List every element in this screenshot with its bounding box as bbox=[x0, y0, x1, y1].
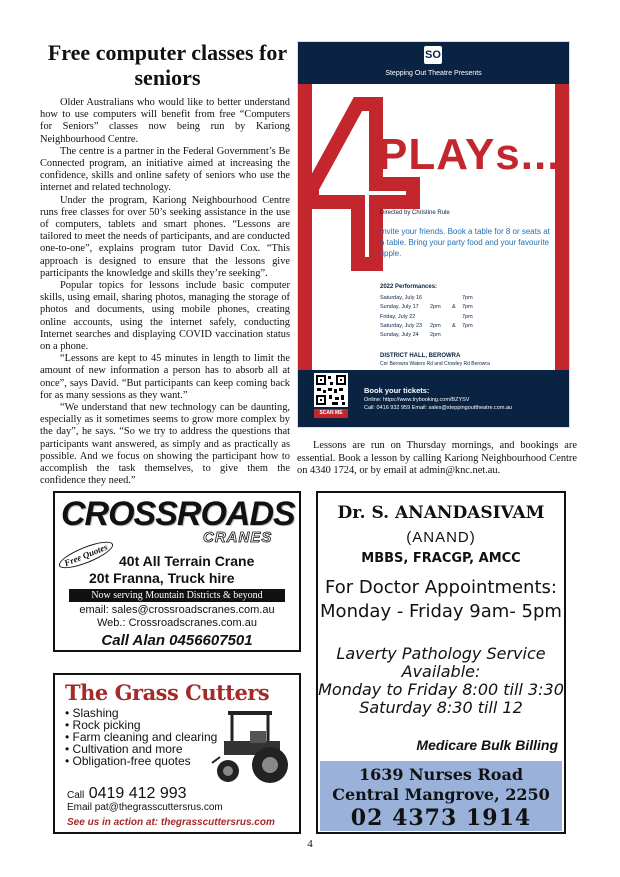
theatre-poster bbox=[297, 41, 570, 428]
crane-service-1: 40t All Terrain Crane bbox=[119, 553, 255, 569]
list-item: • Farm cleaning and clearing bbox=[65, 731, 217, 743]
performances-list bbox=[380, 294, 540, 340]
performance-row: Sunday, July 17 2pm & 7pm bbox=[380, 304, 473, 311]
poster-venue-address: Cnr Berowra Waters Rd and Crowley Rd Berowra bbox=[380, 361, 490, 367]
big-number: 4 bbox=[298, 71, 306, 88]
address-line-1: 1639 Nurses Road bbox=[358, 765, 524, 784]
address-block bbox=[320, 761, 562, 831]
article-paragraph: “We understand that new technology can be daunting, especially as it sometimes seems to grow more complex by the day”, he says. “So we try to address the questions that participants want answered, as simply and as practically as possible. And we focus on showing the participant how to accomplish the task themselves, to give them the confidence they need.” bbox=[40, 402, 290, 487]
poster-plays-title: PLAYs... bbox=[378, 130, 561, 179]
qr-code-icon[interactable] bbox=[314, 373, 348, 407]
doctor-qualifications: MBBS, FRACGP, AMCC bbox=[361, 551, 521, 566]
article-paragraph: Popular topics for lessons include basic computer skills, using email, sharing photos, managing the storage of photos and documents, using mobile phones, creating online accounts, using the internet safely, conducting Internet searches and displaying COVID vaccination status on a phone. bbox=[40, 280, 290, 353]
booking-online-link[interactable]: Online: https://www.trybooking.com/BZYSV bbox=[364, 397, 470, 403]
doctor-phone: 02 4373 1914 bbox=[350, 805, 532, 831]
performance-row: Saturday, July 23 2pm & 7pm bbox=[380, 322, 473, 329]
crossroads-phone: Call Alan 0456607501 bbox=[101, 632, 253, 649]
doctor-ad bbox=[316, 491, 566, 834]
list-item: • Obligation-free quotes bbox=[65, 755, 217, 767]
book-tickets-heading: Book your tickets: bbox=[364, 386, 430, 395]
grass-cutters-title: The Grass Cutters bbox=[65, 680, 270, 705]
article-body bbox=[40, 97, 290, 488]
grass-cutters-phone: Call 0419 412 993 bbox=[67, 785, 187, 802]
article-title: Free computer classes for seniors bbox=[47, 40, 288, 90]
article-paragraph: Under the program, Kariong Neighbourhood Centre runs free classes for over 50’s seeking assistance in the use of computers, tablets and smart phones. “Lessons are tailored to meet the needs of participants, and are conducted one-to-one”, explains program tutor David Cox. “This approach is designed to ensure that the lessons give participants the knowledge and skills they’re seeking”. bbox=[40, 194, 290, 279]
crossroads-website[interactable]: Web.: Crossroadscranes.com.au bbox=[97, 617, 257, 629]
article-paragraph: “Lessons are kept to 45 minutes in length to limit the amount of new information a person has to absorb all at once”, says David. “But participants can keep coming back for as many sessions as they want.” bbox=[40, 353, 290, 401]
crossroads-logo: CROSSROADS bbox=[61, 495, 295, 533]
doctor-nickname: (ANAND) bbox=[406, 529, 476, 546]
crane-service-2: 20t Franna, Truck hire bbox=[89, 570, 235, 586]
grass-cutters-email[interactable]: Email pat@thegrasscuttersrus.com bbox=[67, 802, 223, 813]
appointments-hours: Monday - Friday 9am- 5pm bbox=[320, 601, 562, 622]
poster-presents: Stepping Out Theatre Presents bbox=[385, 70, 482, 77]
free-quotes-badge: Free Quotes bbox=[56, 537, 116, 573]
article-continued: Lessons are run on Thursday mornings, and bookings are essential. Book a lesson by calling Kariong Neighbourhood Centre on 4340 1724, or by email at admin@knc.net.au. bbox=[297, 440, 577, 476]
scan-me-label: SCAN ME bbox=[314, 409, 348, 418]
performances-title: 2022 Performances: bbox=[380, 284, 438, 290]
services-list bbox=[65, 707, 217, 767]
bulk-billing-note: Medicare Bulk Billing bbox=[416, 737, 558, 753]
performance-row: Saturday, July 16 7pm bbox=[380, 295, 473, 301]
performance-row: Friday, July 22 7pm bbox=[380, 313, 473, 320]
page-number: 4 bbox=[307, 838, 313, 850]
crossroads-email[interactable]: email: sales@crossroadscranes.com.au bbox=[79, 604, 275, 616]
poster-invite: Invite your friends. Book a table for 8 or seats at a table. Bring your party food and your favourite tipple. bbox=[380, 227, 550, 258]
article-paragraph: Older Australians who would like to better understand how to use computers will benefit from free “Computers for Seniors” classes now being run by Kariong Neighbourhood Centre. bbox=[40, 97, 290, 145]
grass-cutters-ad bbox=[53, 673, 301, 834]
performance-row: Sunday, July 24 2pm bbox=[380, 332, 441, 339]
pathology-info: Laverty Pathology Service Available: Monday to Friday 8:00 till 3:30 Saturday 8:30 till 12 bbox=[318, 644, 564, 717]
booking-contact: Call: 0416 932 959 Email: sales@steppingouttheatre.com.au bbox=[364, 405, 513, 411]
service-area-banner: Now serving Mountain Districts & beyond bbox=[69, 589, 285, 602]
poster-venue: DISTRICT HALL, BEROWRA bbox=[380, 353, 461, 359]
list-item: • Rock picking bbox=[65, 719, 217, 731]
tractor-icon bbox=[210, 705, 298, 785]
article-paragraph: The centre is a partner in the Federal Government’s Be Connected program, an initiative aimed at increasing the confidence, skills and online safety of seniors who use the internet and related technology. bbox=[40, 145, 290, 194]
cranes-wordmark: CRANES bbox=[203, 529, 273, 546]
list-item: • Cultivation and more bbox=[65, 743, 217, 755]
address-line-2: Central Mangrove, 2250 bbox=[332, 785, 550, 804]
list-item: • Slashing bbox=[65, 707, 217, 719]
appointments-heading: For Doctor Appointments: bbox=[325, 577, 557, 598]
doctor-name: Dr. S. ANANDASIVAM bbox=[337, 503, 545, 523]
theatre-logo: SO bbox=[424, 46, 442, 64]
crossroads-cranes-ad bbox=[53, 491, 301, 652]
poster-director: Directed by Christine Rule bbox=[380, 210, 450, 216]
grass-cutters-website[interactable]: See us in action at: thegrasscuttersrus.com bbox=[67, 817, 275, 828]
